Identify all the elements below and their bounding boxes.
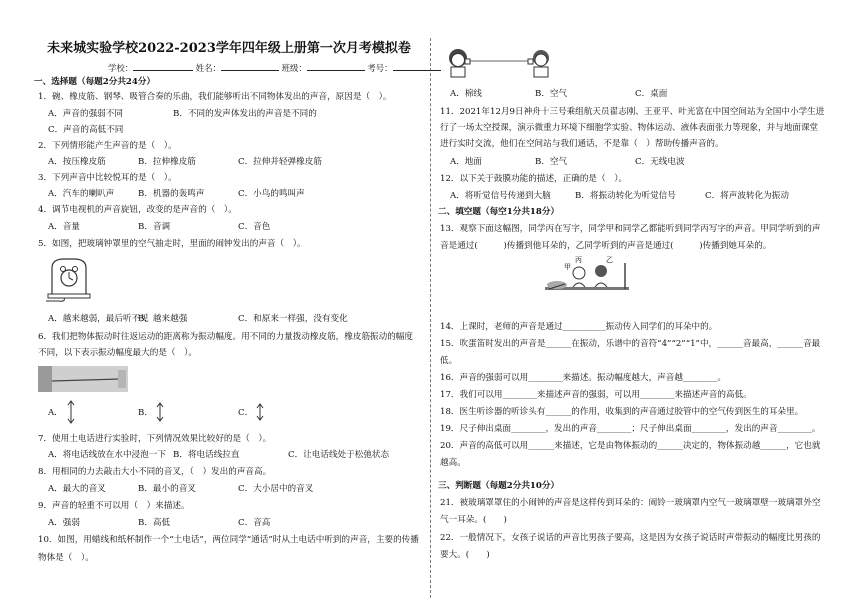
question-9: 9．声音的轻重不可以用（ ）来描述。 <box>38 501 190 511</box>
q4-option-b[interactable]: B．音调 <box>138 222 171 232</box>
q12-option-b[interactable]: B．将振动转化为听觉信号 <box>575 191 676 201</box>
q3-option-c[interactable]: C．小鸟的鸣叫声 <box>238 189 305 199</box>
question-12: 12．以下关于鼓膜功能的描述，正确的是（ ）。 <box>440 174 628 184</box>
name-blank[interactable] <box>221 61 279 71</box>
amplitude-arrow-a-icon <box>66 399 76 425</box>
q6-option-b-label: B． <box>138 408 153 418</box>
student-info-line <box>108 61 441 75</box>
amplitude-arrow-b-icon <box>155 401 165 423</box>
question-11-line3: 进行实时交流，他们在空间站与我们通话，不是靠（ ）帮助传播声音的。 <box>440 139 724 149</box>
q12-option-c[interactable]: C．将声波转化为振动 <box>705 191 789 201</box>
school-label: 学校： <box>108 63 134 73</box>
question-16: 16．声音的强弱可以用________来描述。振动幅度越大，声音越________。 <box>440 373 726 383</box>
section-title-judge: 三、判断题（每题2分共10分） <box>438 481 560 491</box>
q5-option-a[interactable]: A．越来越弱，最后听不见 <box>48 314 149 324</box>
question-13-line2: 音是通过( )传播到他耳朵的，乙同学听到的声音是通过( )传播到她耳朵的。 <box>440 241 772 251</box>
question-18: 18．医生听诊器的听诊头有______的作用，收集到的声音通过胶管中的空气传到医生的耳朵里。 <box>440 407 804 417</box>
exam-no-blank[interactable] <box>393 61 441 71</box>
section-title-choice: 一、选择题（每题2分共24分） <box>34 77 156 87</box>
tin-can-phone-figure <box>444 46 554 80</box>
q8-option-b[interactable]: B．最小的音叉 <box>138 484 196 494</box>
q10-option-c[interactable]: C．桌面 <box>635 89 668 99</box>
section-title-fill: 二、填空题（每空1分共18分） <box>438 207 560 217</box>
class-label: 班级： <box>281 63 307 73</box>
q2-option-b[interactable]: B．拉伸橡皮筋 <box>138 157 196 167</box>
question-5: 5．如图，把玻璃钟罩里的空气抽走时，里面的闹钟发出的声音（ ）。 <box>38 239 306 249</box>
question-6-line2: 不同，以下表示振动幅度最大的是（ ）。 <box>38 348 197 358</box>
q11-option-a[interactable]: A．地面 <box>450 157 482 167</box>
question-14: 14．上课时，老师的声音是通过__________振动传入同学们的耳朵中的。 <box>440 322 718 332</box>
question-11-line2: 行了一场太空授课，演示微重力环境下细胞学实验、物体运动、液体表面张力等现象，并与地面课堂 <box>440 123 819 133</box>
question-4: 4．调节电视机的声音旋钮，改变的是声音的（ ）。 <box>38 205 237 215</box>
rubber-band-photo <box>38 366 128 392</box>
figure-label-bing: 丙 <box>575 256 582 264</box>
q11-option-b[interactable]: B．空气 <box>535 157 568 167</box>
q1-option-c[interactable]: C．声音的高低不同 <box>48 125 124 135</box>
bell-jar-alarm-clock-figure <box>44 256 94 302</box>
question-21-line2: 气一耳朵。( ) <box>440 515 507 525</box>
q12-option-a[interactable]: A．将听觉信号传递到大脑 <box>450 191 551 201</box>
question-22-line1: 22．一般情况下，女孩子说话的声音比男孩子要高，这是因为女孩子说话时声带振动的幅度比男孩的 <box>440 533 821 543</box>
question-7: 7．使用土电话进行实验时，下列情况效果比较好的是（ ）。 <box>38 434 272 444</box>
q10-option-b[interactable]: B．空气 <box>535 89 568 99</box>
q2-option-a[interactable]: A．按压橡皮筋 <box>48 157 106 167</box>
amplitude-arrow-c-icon <box>255 402 265 422</box>
question-22-line2: 要大。( ) <box>440 550 490 560</box>
question-13-line1: 13．观察下面这幅图，同学丙在写字，同学甲和同学乙都能听到同学丙写字的声音。甲同学听到的声 <box>440 224 821 234</box>
q3-option-b[interactable]: B．机器的轰鸣声 <box>138 189 205 199</box>
q6-option-b[interactable] <box>138 406 153 420</box>
column-divider <box>430 38 431 598</box>
question-19: 19．尺子伸出桌面________，发出的声音________；尺子伸出桌面________，发出的声音________。 <box>440 424 821 434</box>
q3-option-a[interactable]: A．汽车的喇叭声 <box>48 189 115 199</box>
q6-option-c[interactable] <box>238 406 253 420</box>
question-3: 3．下列声音中比较悦耳的是（ ）。 <box>38 173 177 183</box>
question-21-line1: 21．被玻璃罩罩住的小闹钟的声音是这样传到耳朵的：闹铃一玻璃罩内空气一玻璃罩壁一玻璃罩外空 <box>440 498 821 508</box>
question-6-line1: 6．我们把物体振动时往返运动的距离称为振动幅度。用不同的力量拨动橡皮筋，橡皮筋振动的幅度 <box>38 332 414 342</box>
q9-option-a[interactable]: A．强弱 <box>48 518 80 528</box>
question-11-line1: 11．2021年12月9日神舟十三号乘组航天员翟志刚、王亚平、叶光富在中国空间站为全国中小学生进 <box>440 107 825 117</box>
question-17: 17．我们可以用________来描述声音的强弱，可以用________来描述声音的高低。 <box>440 390 752 400</box>
q7-option-c[interactable]: C．让电话线处于松弛状态 <box>288 450 390 460</box>
q6-option-a[interactable] <box>48 406 63 420</box>
question-20-line1: 20．声音的高低可以用______来描述，它是由物体振动的______决定的，物体振动越______，它也就 <box>440 441 821 451</box>
question-8: 8．用相同的力去敲击大小不同的音叉，（ ）发出的声音高。 <box>38 467 272 477</box>
class-blank[interactable] <box>307 61 365 71</box>
students-listening-figure <box>545 253 635 311</box>
q7-option-b[interactable]: B．将电话线拉直 <box>173 450 240 460</box>
q11-option-c[interactable]: C．无线电波 <box>635 157 685 167</box>
q10-option-a[interactable]: A．棉线 <box>450 89 482 99</box>
q5-option-b[interactable]: B．越来越强 <box>138 314 188 324</box>
q4-option-a[interactable]: A．音量 <box>48 222 80 232</box>
q6-option-c-label: C． <box>238 408 254 418</box>
question-1: 1．碗、橡皮筋、钢琴、吸管合奏的乐曲，我们能够听出不同物体发出的声音，原因是（ ）。 <box>38 92 392 102</box>
q5-option-c[interactable]: C．和原来一样强，没有变化 <box>238 314 348 324</box>
school-blank[interactable] <box>133 61 193 71</box>
question-15-line2: 低。 <box>440 356 458 366</box>
q6-option-a-label: A． <box>48 408 63 418</box>
figure-label-jia: 甲 <box>564 263 571 271</box>
q9-option-c[interactable]: C．音高 <box>238 518 271 528</box>
q1-option-b[interactable]: B．不同的发声体发出的声音是不同的 <box>173 109 317 119</box>
question-20-line2: 越高。 <box>440 458 466 468</box>
q2-option-c[interactable]: C．拉伸并轻弹橡皮筋 <box>238 157 322 167</box>
q4-option-c[interactable]: C．音色 <box>238 222 271 232</box>
question-15-line1: 15．吹蛋笛时发出的声音是______在振动，乐谱中的音符“4”“2”“1”中，______音最高，______音最 <box>440 339 821 349</box>
name-label: 姓名： <box>195 63 221 73</box>
figure-label-yi: 乙 <box>606 256 613 264</box>
exam-no-label: 考号： <box>367 63 393 73</box>
question-2: 2．下列情形能产生声音的是（ ）。 <box>38 141 177 151</box>
q1-option-a[interactable]: A．声音的强弱不同 <box>48 109 123 119</box>
q8-option-c[interactable]: C．大小居中的音叉 <box>238 484 314 494</box>
q8-option-a[interactable]: A．最大的音叉 <box>48 484 106 494</box>
exam-title: 未来城实验学校2022-2023学年四年级上册第一次月考模拟卷 <box>47 41 411 56</box>
question-10-line1: 10．如图，用蜡线和纸杯制作一个“土电话”，两位同学“通话”时从土电话中听到的声音，主要的传播 <box>38 535 419 545</box>
q9-option-b[interactable]: B．高低 <box>138 518 171 528</box>
question-10-line2: 物体是（ ）。 <box>38 553 94 563</box>
q7-option-a[interactable]: A．将电话线放在水中浸泡一下 <box>48 450 166 460</box>
